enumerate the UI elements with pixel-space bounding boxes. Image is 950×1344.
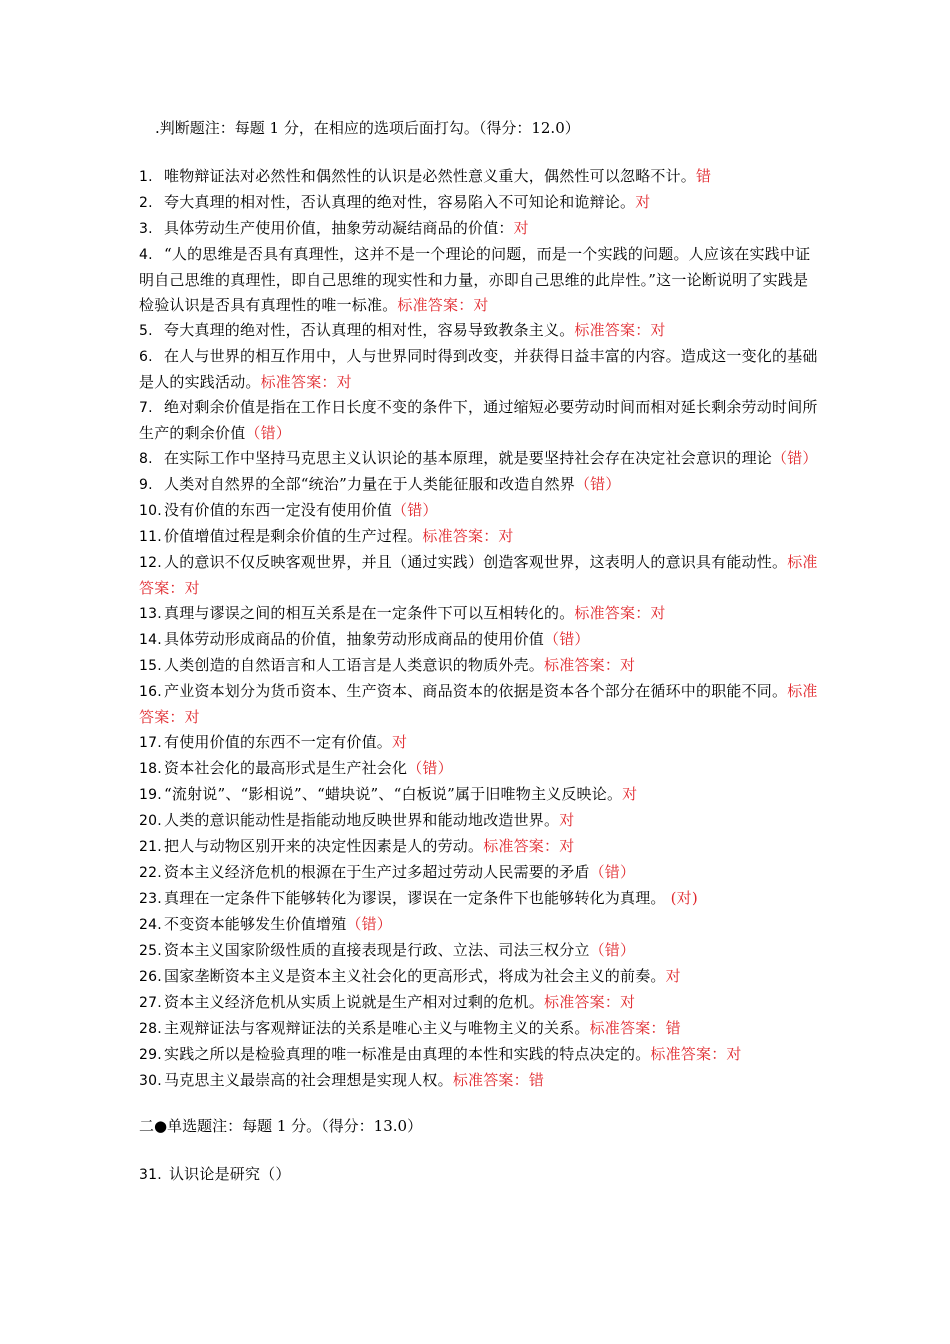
question-number: 5. [139,323,153,339]
question-text: 人的意识不仅反映客观世界，并且（通过实践）创造客观世界，这表明人的意识具有能动性。 [164,553,788,571]
question-item [139,886,819,912]
question-number: 9. [139,477,153,493]
question-item [139,524,819,550]
question-item [139,782,819,808]
question-answer: 标准答案：对 [139,682,818,726]
question-text: 价值增值过程是剩余价值的生产过程。 [164,527,423,545]
question-item [139,808,819,834]
question-text: 人类对自然界的全部“统治”力量在于人类能征服和改造自然界 [164,475,575,493]
question-text: “流射说”、“影相说”、“蜡块说”、“白板说”属于旧唯物主义反映论。 [164,785,623,803]
question-text: 不变资本能够发生价值增殖 [164,915,347,933]
question-number: 23. [139,891,162,907]
question-text: 在实际工作中坚持马克思主义认识论的基本原理，就是要坚持社会存在决定社会意识的理论 [164,449,773,467]
question-item [139,860,819,886]
question-item [139,964,819,990]
question-answer: 标准答案：对 [397,296,489,314]
question-number: 24. [139,917,162,933]
question-text: 实践之所以是检验真理的唯一标准是由真理的本性和实践的特点决定的。 [164,1045,651,1063]
question-answer: （错） [544,630,590,648]
question-number: 20. [139,813,162,829]
question-number: 27. [139,995,162,1011]
question-number: 31. [139,1167,162,1183]
question-item [139,472,819,498]
question-answer: （错） [589,941,636,959]
question-answer: （错） [589,863,636,881]
question-number: 29. [139,1047,162,1063]
question-text: “人的思维是否具有真理性，这并不是一个理论的问题，而是一个实践的问题。人应该在实践中证明自己思维的真理性，即自己思维的现实性和力量，亦即自己思维的此岸性。”这一论断说明了实践是检验认识是否具有真理性的唯一标准。 [139,245,811,314]
question-number: 30. [139,1073,162,1089]
question-answer: 标准答案：对 [483,837,575,855]
question-text: 有使用价值的东西不一定有价值。 [164,733,393,751]
question-answer: 标准答案：对 [139,553,818,597]
question-item [139,242,819,318]
question-number: 18. [139,761,162,777]
question-item [139,550,819,601]
question-number: 22. [139,865,162,881]
question-item [139,756,819,782]
question-text: 资本主义经济危机从实质上说就是生产相对过剩的危机。 [164,993,545,1011]
question-text: 真理在一定条件下能够转化为谬误，谬误在一定条件下也能够转化为真理。 [164,889,671,907]
question-number: 17. [139,735,162,751]
question-answer: 标准答案：错 [589,1019,681,1037]
question-item [139,1042,819,1068]
question-answer: 标准答案：对 [574,321,666,339]
question-item [139,446,819,472]
question-item [139,318,819,344]
question-number: 1. [139,169,153,185]
question-number: 14. [139,632,162,648]
question-answer: 标准答案：对 [544,656,636,674]
question-text: 人类的意识能动性是指能动地反映世界和能动地改造世界。 [164,811,560,829]
question-answer: 标准答案：对 [422,527,514,545]
question-text: 夸大真理的相对性，否认真理的绝对性，容易陷入不可知论和诡辩论。 [164,193,636,211]
question-item [139,1068,819,1094]
question-answer: 对 [392,733,408,751]
question-text: 国家垄断资本主义是资本主义社会化的更高形式，将成为社会主义的前奏。 [164,967,666,985]
question-text: 马克思主义最崇高的社会理想是实现人权。 [164,1071,453,1089]
question-31 [139,1162,819,1188]
question-text: 唯物辩证法对必然性和偶然性的认识是必然性意义重大，偶然性可以忽略不计。 [164,167,697,185]
question-number: 4. [139,247,153,263]
question-number: 26. [139,969,162,985]
question-answer: （错） [346,915,393,933]
question-answer: 标准答案：对 [574,604,666,622]
question-number: 12. [139,555,162,571]
question-answer: 对 [559,811,575,829]
question-answer: 标准答案：对 [650,1045,742,1063]
question-number: 19. [139,787,162,803]
question-number: 21. [139,839,162,855]
question-answer: 标准答案：错 [452,1071,545,1089]
section-heading-judgment: .判断题注：每题 1 分，在相应的选项后面打勾。（得分：12.0） [155,119,580,137]
question-number: 13. [139,606,162,622]
question-text: 认识论是研究（） [168,1165,291,1183]
question-item [139,627,819,653]
question-text: 资本主义经济危机的根源在于生产过多超过劳动人民需要的矛盾 [164,863,590,881]
question-item [139,601,819,627]
question-item [139,190,819,216]
question-answer: 对 [665,967,681,985]
question-text: 具体劳动形成商品的价值，抽象劳动形成商品的使用价值 [164,630,545,648]
question-number: 25. [139,943,162,959]
question-text: 资本主义国家阶级性质的直接表现是行政、立法、司法三权分立 [164,941,590,959]
judgment-question-list [139,164,819,1094]
question-answer: 标准答案：对 [260,373,352,391]
document-page [139,117,819,1188]
question-item [139,912,819,938]
question-number: 16. [139,684,162,700]
question-item [139,164,819,190]
question-item [139,395,819,446]
question-number: 2. [139,195,153,211]
question-text: 绝对剩余价值是指在工作日长度不变的条件下，通过缩短必要劳动时间而相对延长剩余劳动时间所生产的剩余价值 [139,398,818,442]
question-item [139,938,819,964]
question-text: 产业资本划分为货币资本、生产资本、商品资本的依据是资本各个部分在循环中的职能不同。 [164,682,788,700]
question-text: 资本社会化的最高形式是生产社会化 [164,759,408,777]
question-answer: （错） [392,501,438,519]
question-item [139,834,819,860]
question-item [139,730,819,756]
question-number: 6. [139,349,153,365]
question-number: 15. [139,658,162,674]
question-answer: 对 [635,193,651,211]
question-number: 8. [139,451,153,467]
question-number: 28. [139,1021,162,1037]
question-number: 10. [139,503,162,519]
question-text: 没有价值的东西一定没有使用价值 [164,501,393,519]
question-text: 具体劳动生产使用价值，抽象劳动凝结商品的价值： [164,219,514,237]
question-answer: （错） [407,759,453,777]
question-text: 主观辩证法与客观辩证法的关系是唯心主义与唯物主义的关系。 [164,1019,590,1037]
question-number: 7. [139,400,153,416]
question-answer: （错） [772,449,818,467]
section-heading-single-choice: 二●单选题注：每题 1 分。（得分：13.0） [139,1117,423,1135]
question-answer: （错） [245,424,292,442]
question-item [139,498,819,524]
question-answer: （错） [574,475,621,493]
question-answer: 对 [622,785,638,803]
question-answer: 标准答案：对 [544,993,636,1011]
question-text: 真理与谬误之间的相互关系是在一定条件下可以互相转化的。 [164,604,575,622]
question-item [139,344,819,395]
question-number: 3. [139,221,153,237]
question-answer: 对 [513,219,529,237]
question-item [139,1016,819,1042]
question-answer: (对) [670,889,698,907]
question-item [139,216,819,242]
question-item [139,990,819,1016]
question-item [139,653,819,679]
question-text: 在人与世界的相互作用中，人与世界同时得到改变，并获得日益丰富的内容。造成这一变化的基础是人的实践活动。 [139,347,818,391]
question-text: 人类创造的自然语言和人工语言是人类意识的物质外壳。 [164,656,545,674]
question-text: 夸大真理的绝对性，否认真理的相对性，容易导致教条主义。 [164,321,575,339]
question-text: 把人与动物区别开来的决定性因素是人的劳动。 [164,837,484,855]
question-number: 11. [139,529,162,545]
question-answer: 错 [696,167,712,185]
question-item [139,679,819,730]
